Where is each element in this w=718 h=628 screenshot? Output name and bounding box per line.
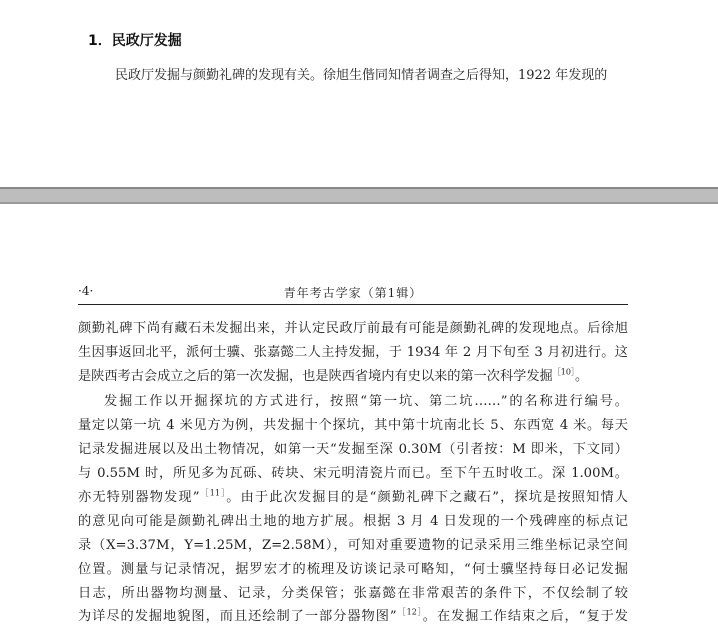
body-line: 为详尽的发掘地貌图，而且还绘制了一部分器物图”$^{[12]}$。在发掘工作结束之后，“复于发 — [78, 607, 628, 624]
body-line: 记录发掘进展以及出土物情况，如第一天“发掘至深 0.30M（引者按：M 即米，下文同） — [78, 442, 628, 457]
paragraph-line: 民政厅发掘与颜勤礼碑的发现有关。徐旭生偕同知情者调查之后得知，1922 年发现的 — [115, 68, 608, 83]
body-line: 的意见向可能是颜勤礼碑出土地的地方扩展。根据 3 月 4 日发现的一个残碑座的标点记 — [78, 514, 628, 529]
body-line: 发掘工作以开掘探坑的方式进行，按照“第一坑、第二坑……”的名称进行编号。 — [104, 394, 628, 409]
body-line: 生因事返回北平，派何士骥、张嘉懿二人主持发掘，于 1934 年 2 月下旬至 3 月初进行。这 — [78, 345, 628, 360]
body-line: 日志，所出器物均测量、记录，分类保管；张嘉懿在非常艰苦的条件下，不仅绘制了较 — [78, 586, 628, 601]
citation-ref: ［10］ — [552, 367, 575, 377]
page-number: ·4· — [78, 284, 94, 298]
body-line: 是陕西考古会成立之后的第一次发掘，也是陕西省境内有史以来的第一次科学发掘$^{[10]}$。 — [78, 367, 589, 384]
document-page-top — [0, 0, 718, 187]
body-line: 量定以第一坑 4 米见方为例，共发掘十个探坑，其中第十坑南北长 5、东西宽 4 米。每天 — [78, 418, 628, 433]
citation-ref: ［12］ — [396, 607, 423, 617]
body-line: 与 0.55M 时，所见多为瓦砾、砖块、宋元明清瓷片而已。至下午五时收工。深 1.00M。 — [78, 466, 628, 481]
body-line: 录（X=3.37M，Y=1.25M，Z=2.58M），可知对重要遗物的记录采用三维坐标记录空间 — [78, 538, 628, 553]
page-gap-border-top — [0, 187, 718, 189]
body-line: 颜勤礼碑下尚有藏石未发掘出来，并认定民政厅前最有可能是颜勤礼碑的发现地点。后徐旭 — [78, 321, 628, 336]
header-rule — [78, 304, 628, 305]
body-line: 位置。测量与记录情况，据罗宏才的梳理及访谈记录可略知，“何士骥坚持每日必记发掘 — [78, 562, 628, 577]
running-header — [78, 284, 628, 304]
journal-title: 青年考古学家（第1辑） — [283, 286, 423, 300]
body-line: 亦无特别器物发现”$^{[11]}$。由于此次发掘目的是“颜勤礼碑下之藏石”，探坑是按照知情人 — [78, 488, 628, 505]
section-heading: 1．民政厅发掘 — [88, 33, 182, 49]
citation-ref: ［11］ — [199, 488, 227, 498]
